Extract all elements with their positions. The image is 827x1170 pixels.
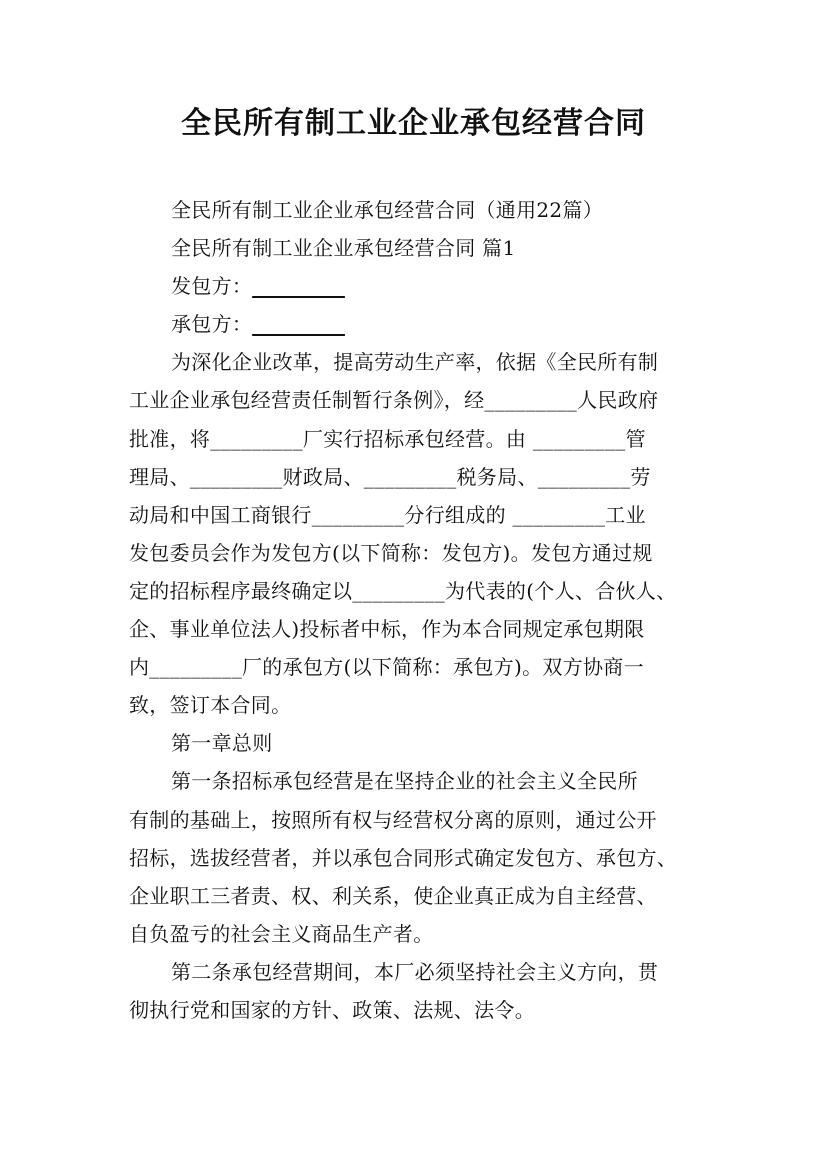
paragraph-line: 批准，将_________厂实行招标承包经营。由 _________管 — [129, 426, 646, 451]
paragraph-line: 工业企业承包经营责任制暂行条例》，经_________人民政府 — [129, 388, 659, 413]
paragraph-line: 企业职工三者责、权、利关系，使企业真正成为自主经营、 — [129, 883, 657, 908]
party-b-line — [129, 305, 704, 343]
paragraph-line: 有制的基础上，按照所有权与经营权分离的原则，通过公开 — [129, 807, 657, 832]
paragraph-line: 定的招标程序最终确定以_________为代表的(个人、合伙人、 — [129, 578, 677, 603]
paragraph-line: 企、事业单位法人)投标者中标，作为本合同规定承包期限 — [129, 617, 645, 642]
paragraph-line: 发包委员会作为发包方(以下简称：发包方)。发包方通过规 — [129, 540, 653, 565]
paragraph-line: 致，签订本合同。 — [129, 693, 292, 718]
article-heading: 全民所有制工业企业承包经营合同 篇1 — [171, 236, 516, 261]
paragraph-line: 动局和中国工商银行_________分行组成的 _________工业 — [129, 502, 646, 527]
paragraph-line: 彻执行党和国家的方针、政策、法规、法令。 — [129, 997, 535, 1022]
paragraph-line: 招标，选拔经营者，并以承包合同形式确定发包方、承包方、 — [129, 845, 678, 870]
collection-heading: 全民所有制工业企业承包经营合同（通用22篇） — [171, 198, 604, 222]
chapter-heading: 第一章总则 — [171, 731, 273, 756]
party-a-blank: _________ — [252, 274, 345, 299]
paragraph-line: 理局、_________财政局、_________税务局、_________劳 — [129, 464, 651, 489]
party-a-label: 发包方： — [171, 274, 253, 299]
paragraph-line: 自负盈亏的社会主义商品生产者。 — [129, 921, 434, 946]
paragraph-line: 为深化企业改革，提高劳动生产率，依据《全民所有制 — [171, 350, 659, 375]
document-title: 全民所有制工业企业承包经营合同 — [181, 106, 646, 141]
party-b-label: 承包方： — [171, 312, 253, 337]
paragraph-line: 第二条承包经营期间，本厂必须坚持社会主义方向，贯 — [171, 959, 659, 984]
party-a-line — [129, 267, 704, 305]
paragraph-line: 第一条招标承包经营是在坚持企业的社会主义全民所 — [171, 769, 638, 794]
paragraph-line: 内_________厂的承包方(以下简称：承包方)。双方协商一 — [129, 655, 644, 680]
document-body — [129, 191, 704, 1029]
party-b-blank: _________ — [252, 312, 345, 337]
